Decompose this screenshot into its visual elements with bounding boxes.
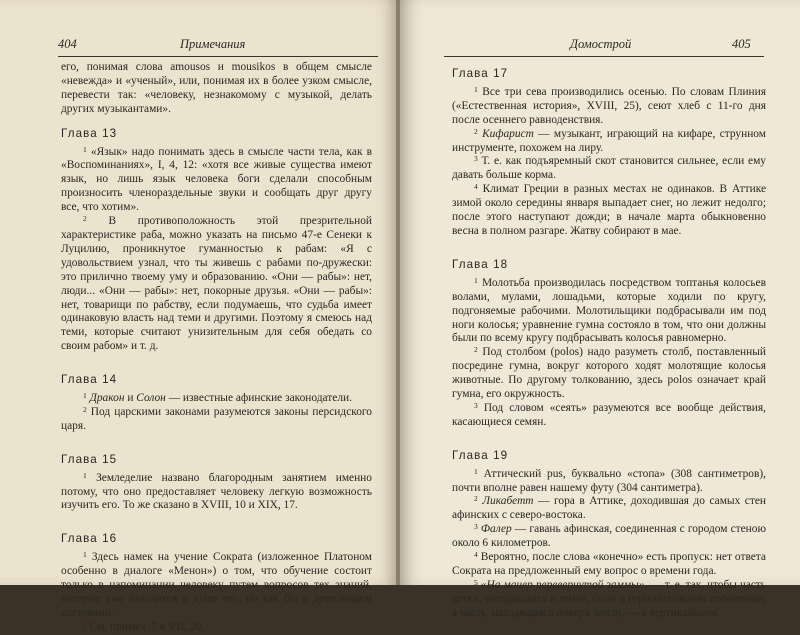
left-page-text (61, 61, 372, 635)
footnote (61, 551, 372, 621)
footnote-number: 5 (474, 577, 478, 587)
footnote (452, 468, 766, 496)
footnote-number: 2 (83, 619, 87, 629)
footnote-text: — известные афинские законодатели. (165, 392, 352, 405)
footnote-text: — гора в Аттике, доходившая до самых стен афинских с северо-востока. (452, 495, 766, 522)
footnote-conjunction: и (124, 392, 137, 405)
footnote-text: , — т. е. так, чтобы часть ветки, находящаяся в земле, была в горизонтальном положении, а часть, находящаяся поверх земли, — в вертикальном. (452, 578, 766, 619)
footnote-number: 2 (474, 126, 478, 136)
footnote-text: В противоположность этой презрительной характеристике раба, можно указать на письмо 47-е Сенеки к Луцилию, проникнутое гуманностью к рабам: «Я с удовольствием узнал, что ты живешь с рабами по-дружески: это прилично твоему уму и образованию. «Они — рабы»: нет, люди... «Они — рабы»: нет, покорные друзья. «Они — рабы»: нет, товарищи по рабству, если подумаешь, что судьба имеет одинаковую власть над теми и другими. Поэтому я смеюсь над теми, которые считают унизительным для себя обедать со своим рабом» и т. д. (61, 215, 372, 353)
footnote (452, 523, 766, 551)
intro-paragraph: его, понимая слова amousos и mousikos в общем смысле «невежда» и «ученый», или, понимая их в более узком смысле, перевести так: «человеку, незнакомому с музыкой, делать других музыкантами». (61, 61, 372, 115)
footnote-text: Под царскими законами разумеются законы персидского царя. (61, 405, 372, 432)
footnote-text: См. примеч. 7 к VII, 20. (89, 620, 205, 633)
footnote (61, 472, 372, 514)
footnote (452, 155, 766, 183)
footnote-number: 3 (474, 154, 478, 164)
footnote-term: Фалер (480, 523, 512, 536)
left-page (0, 0, 398, 633)
right-header-rule (444, 56, 764, 57)
footnote (61, 406, 372, 434)
footnote-text: Под словом «сеять» разумеются все вообще действия, касающиеся семян. (452, 401, 766, 428)
footnote (452, 551, 766, 579)
left-header-rule (58, 56, 378, 57)
footnote-number: 1 (474, 275, 478, 285)
chapter-heading: Глава 17 (452, 67, 509, 80)
right-page-text (452, 61, 766, 621)
footnote-text: — гавань афинская, соединенная с городом стеною около 6 километров. (452, 523, 766, 550)
left-running-head: Примечания (180, 37, 246, 51)
footnote-term: Солон (136, 392, 166, 405)
footnote-term: «На манер перевернутой заммы» (480, 578, 645, 591)
right-running-head: Домострой (570, 37, 632, 51)
footnote-text: Т. е. как подъяремный скот становится сильнее, если ему давать больше корма. (452, 155, 766, 182)
footnote-text: Земледелие названо благородным занятием именно потому, что оно предоставляет человеку легкую возможность изучить его. То же сказано в XVIII, 10 и XIX, 17. (61, 471, 372, 512)
footnote-text: Все три сева производились осенью. По словам Плиния («Естественная история», XVIII, 25), сеют хлеб с 11-го дня после осеннего равноденствия. (452, 85, 766, 126)
footnote-number: 1 (83, 470, 87, 480)
right-page (400, 0, 800, 619)
footnote-number: 4 (474, 550, 478, 560)
chapter-heading: Глава 14 (61, 373, 118, 387)
footnote-number: 2 (474, 494, 478, 504)
footnote (452, 495, 766, 523)
footnote (452, 402, 766, 430)
footnote-number: 1 (474, 84, 478, 94)
chapter-heading: Глава 18 (452, 257, 509, 271)
left-page-number: 404 (58, 37, 77, 51)
footnote-number: 3 (474, 400, 478, 410)
footnote-number: 1 (474, 466, 478, 476)
footnote (61, 215, 372, 354)
footnote-text: Вероятно, после слова «конечно» есть пропуск: нет ответа Сократа на предложенный ему вопрос о времени года. (452, 551, 766, 577)
footnote-number: 4 (474, 182, 478, 192)
chapter-heading: Глава 15 (61, 452, 118, 466)
footnote-text: Климат Греции в разных местах не одинаков. В Аттике зимой около середины января выпадает снег, но лежит недолго; после этого наступают дожди; в начале марта обыкновенно весна в полном разгаре. Жатву собирают в мае. (452, 183, 766, 237)
footnote (452, 346, 766, 402)
footnote-number: 1 (83, 550, 87, 560)
footnote-number: 3 (474, 522, 478, 532)
footnote-text: Под столбом (polos) надо разуметь столб, поставленный посредине гумна, вокруг которого ходят молотящие колосья животные. По другому толкованию, здесь polos означает край гумна, его окружность. (452, 346, 766, 401)
footnote (61, 392, 372, 406)
chapter-heading: Глава 19 (452, 448, 509, 462)
footnote-number: 2 (474, 345, 478, 355)
footnote (61, 146, 372, 216)
footnote-term: Дракон (89, 392, 125, 405)
footnote (61, 621, 372, 635)
chapter-heading: Глава 13 (61, 126, 118, 140)
footnote (452, 128, 766, 156)
footnote-text: Молотьба производилась посредством топтанья колосьев волами, мулами, лошадьми, которые ходили по кругу, подгоняемые рабочими. Молотильщики подбрасывали им под ноги колосья; уравнение гумна состояло в том, что они должны были по всему кругу подбрасывать колосья равномерно. (452, 276, 766, 345)
footnote-number: 2 (83, 214, 87, 224)
chapter-heading: Глава 16 (61, 532, 118, 546)
footnote-number: 1 (83, 144, 87, 154)
footnote-term: Ликабетт (482, 495, 534, 508)
footnote-term: Кифарист (482, 127, 534, 140)
footnote-text: «Язык» надо понимать здесь в смысле части тела, как в «Воспоминаниях», I, 4, 12: «хотя все живые существа имеют язык, но лишь язык человека боги сделали способным произносить членораздельные звуки и сообщать друг другу все, что хотим». (61, 145, 372, 214)
footnote (452, 86, 766, 128)
footnote (452, 183, 766, 239)
right-page-number: 405 (732, 37, 751, 51)
footnote-text: Здесь намек на учение Сократа (изложенное Платоном особенно в диалоге «Менон») о том, что обучение состоит только в напоминании человеку путем вопросов тех знаний, которые уже находятся в душе его, но как бы в дремлющем состоянии. (61, 551, 372, 619)
footnote (452, 579, 766, 621)
footnote-text: — музыкант, играющий на кифаре, струнном инструменте, похожем на лиру. (452, 127, 766, 154)
footnote-text: Аттический pus, буквально «стопа» (308 сантиметров), почти вполне равен нашему футу (304 сантиметра). (452, 467, 766, 494)
footnote (452, 277, 766, 347)
footnote-number: 1 (83, 391, 87, 401)
footnote-number: 2 (83, 404, 87, 414)
